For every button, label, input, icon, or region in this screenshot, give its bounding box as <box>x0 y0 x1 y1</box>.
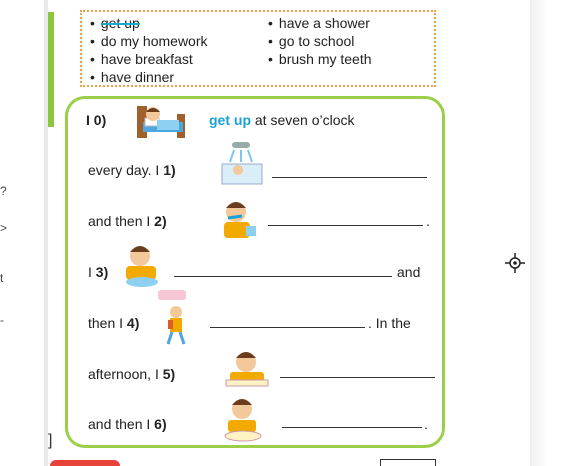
answer-blank-2[interactable] <box>268 225 423 226</box>
word-bank-item: • have dinner <box>90 69 174 85</box>
brush-teeth-illustration-icon <box>214 196 262 242</box>
answer-blank-1[interactable] <box>272 177 427 178</box>
margin-mark: - <box>0 313 4 327</box>
answer-blank-6[interactable] <box>282 427 422 428</box>
exercise-line-3-end: and <box>397 264 421 280</box>
margin-mark: t <box>0 271 4 285</box>
breakfast-illustration-icon <box>118 242 168 290</box>
exercise-line-1-text: every day. I 1) <box>88 162 176 178</box>
exercise-line-4-end: . In the <box>368 315 411 331</box>
answer-blank-5[interactable] <box>280 377 435 378</box>
shower-illustration-icon <box>218 140 266 190</box>
word-bank-item: • do my homework <box>90 33 208 49</box>
page-number-box <box>380 459 436 466</box>
homework-illustration-icon <box>222 350 272 390</box>
exercise-line-2-text: and then I 2) <box>88 213 167 229</box>
word-bank-item: • have breakfast <box>90 51 193 67</box>
word-bank-item: • brush my teeth <box>268 51 372 67</box>
word-bank <box>80 10 436 87</box>
crosshair-target-icon[interactable] <box>505 253 525 273</box>
school-walk-illustration-icon <box>156 288 190 348</box>
green-margin-bar <box>48 12 54 127</box>
margin-mark: ? <box>0 184 7 198</box>
margin-bracket: ] <box>48 432 53 449</box>
exercise-line-0-text: get up at seven o’clock <box>209 112 355 128</box>
exercise-line-3-text: I 3) <box>88 264 109 280</box>
exercise-line-4-text: then I 4) <box>88 315 140 331</box>
answer-blank-3[interactable] <box>174 276 392 277</box>
exercise-line-6-end: . <box>424 416 428 432</box>
answer-blank-4[interactable] <box>210 327 365 328</box>
exercise-line-0-number: I 0) <box>86 112 107 128</box>
word-bank-item: • have a shower <box>268 15 370 31</box>
bottom-red-tab <box>50 460 120 466</box>
exercise-line-5-text: afternoon, I 5) <box>88 366 176 382</box>
dinner-illustration-icon <box>218 396 268 442</box>
exercise-line-6-text: and then I 6) <box>88 416 167 432</box>
exercise-line-2-end: . <box>426 213 430 229</box>
margin-mark: > <box>0 221 8 235</box>
word-bank-item: • go to school <box>268 33 354 49</box>
page-edge-shadow <box>530 0 561 466</box>
word-bank-item: • get up <box>90 15 140 31</box>
bed-illustration-icon <box>133 100 191 142</box>
